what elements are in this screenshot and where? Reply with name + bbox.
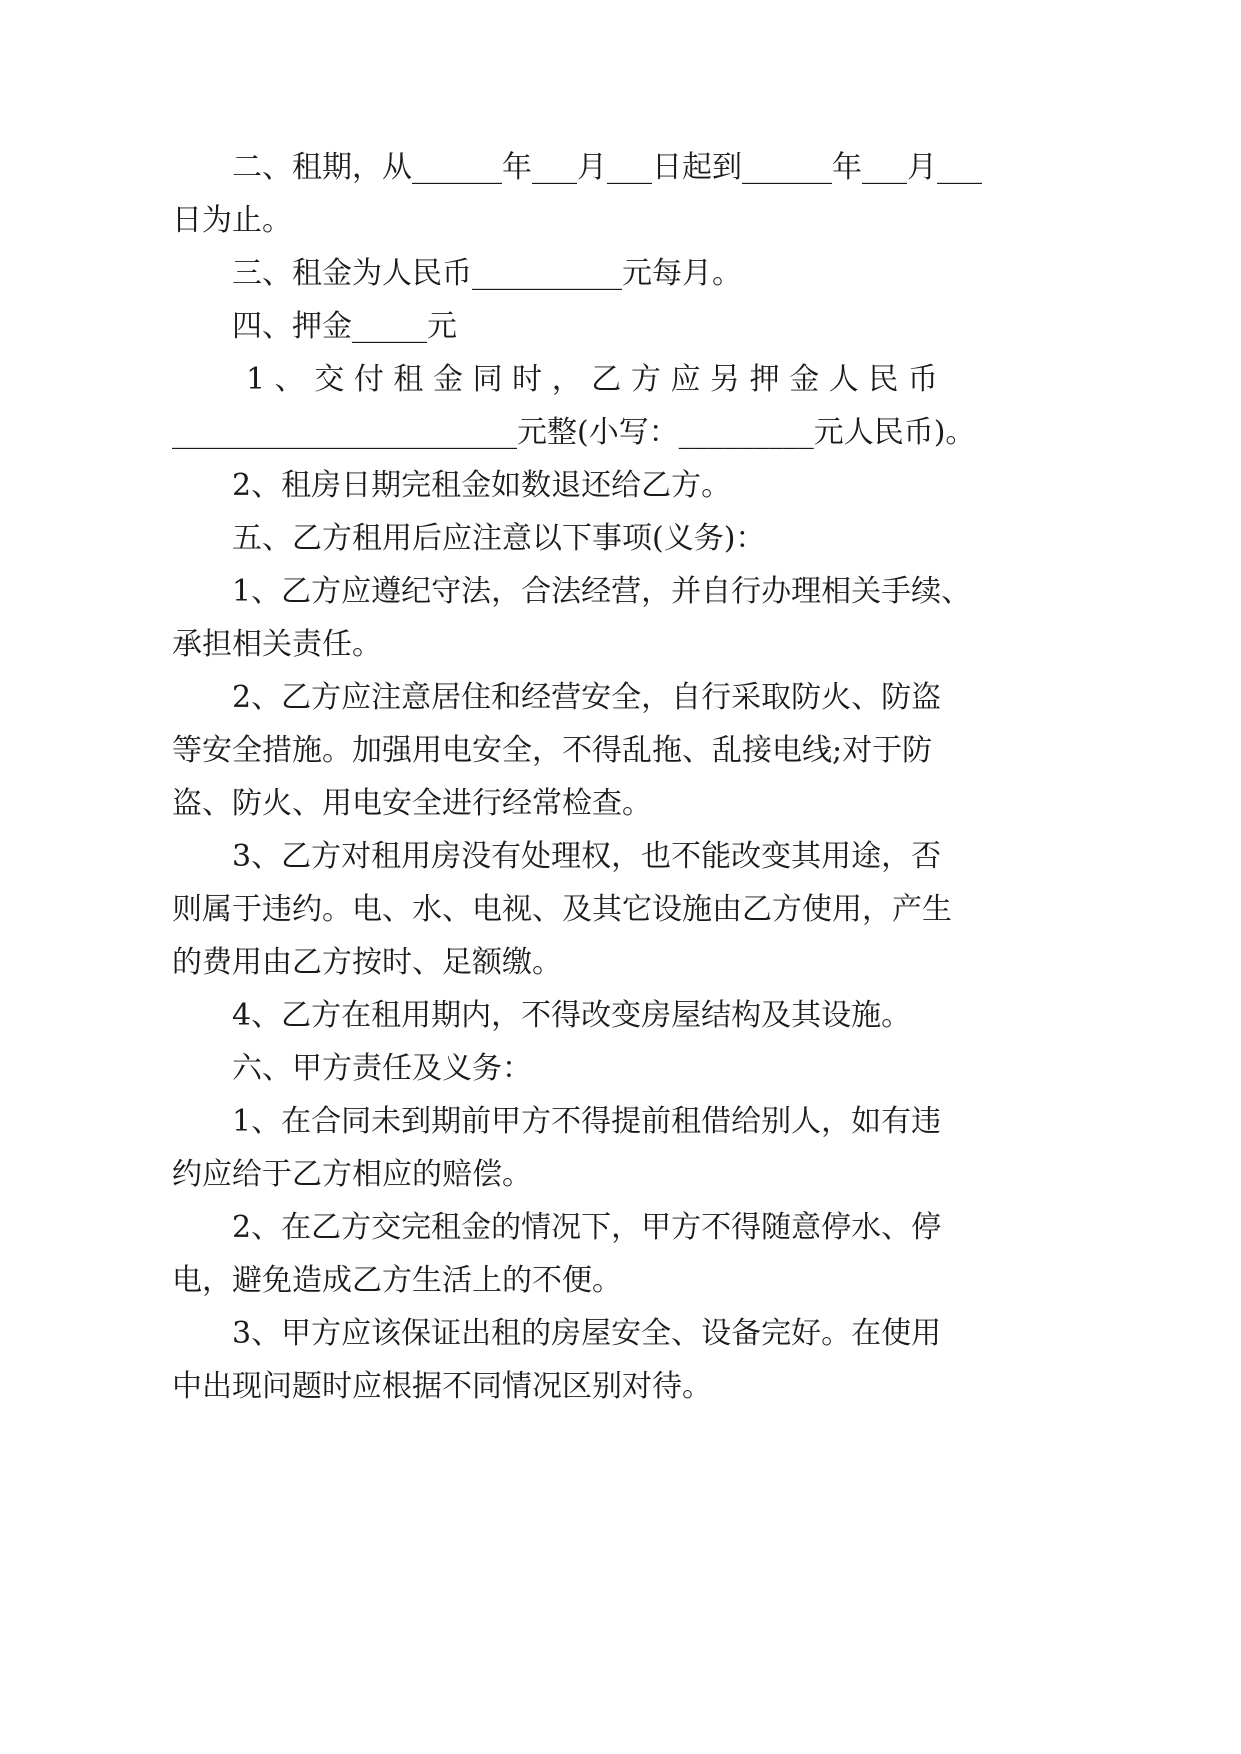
clause-5-item-2: 2、乙方应注意居住和经营安全，自行采取防火、防盗 xyxy=(232,680,942,715)
clause-4-item-1-amount: _______________________元整(小写：_________元人民币)。 xyxy=(172,415,976,450)
justified-char: 应 xyxy=(670,362,701,397)
justified-char: ， xyxy=(551,362,582,397)
justified-char: 乙 xyxy=(591,362,622,397)
clause-4-item-2: 2、租房日期完租金如数退还给乙方。 xyxy=(232,468,732,503)
justified-char: 押 xyxy=(749,362,780,397)
justified-char: 金 xyxy=(432,362,463,397)
clause-2-lease-term: 二、租期，从______年___月___日起到______年___月___ xyxy=(232,150,982,185)
justified-char: 1 xyxy=(246,362,266,397)
justified-char: 租 xyxy=(393,362,424,397)
clause-5-item-3-cont-1: 则属于违约。电、水、电视、及其它设施由乙方使用，产生 xyxy=(172,892,952,927)
clause-2-lease-term-end: 日为止。 xyxy=(172,203,292,238)
clause-6-item-1: 1、在合同未到期前甲方不得提前租借给别人，如有违 xyxy=(232,1104,942,1139)
clause-5-item-3-cont-2: 的费用由乙方按时、足额缴。 xyxy=(172,945,562,980)
clause-6-heading: 六、甲方责任及义务： xyxy=(232,1051,532,1086)
justified-char: 金 xyxy=(789,362,820,397)
clause-5-item-1: 1、乙方应遵纪守法，合法经营，并自行办理相关手续、 xyxy=(232,574,972,609)
clause-6-item-3: 3、甲方应该保证出租的房屋安全、设备完好。在使用 xyxy=(232,1316,942,1351)
clause-5-heading: 五、乙方租用后应注意以下事项(义务)： xyxy=(232,521,766,556)
justified-char: 民 xyxy=(868,362,899,397)
clause-6-item-3-cont: 中出现问题时应根据不同情况区别对待。 xyxy=(172,1369,712,1404)
clause-6-item-2: 2、在乙方交完租金的情况下，甲方不得随意停水、停 xyxy=(232,1210,942,1245)
clause-3-rent: 三、租金为人民币__________元每月。 xyxy=(232,256,742,291)
justified-char: 同 xyxy=(472,362,503,397)
clause-4-deposit: 四、押金_____元 xyxy=(232,309,457,344)
clause-4-item-1 xyxy=(246,360,938,400)
clause-5-item-4: 4、乙方在租用期内，不得改变房屋结构及其设施。 xyxy=(232,998,912,1033)
justified-char: 、 xyxy=(274,362,305,397)
justified-char: 方 xyxy=(630,362,661,397)
clause-5-item-2-cont-1: 等安全措施。加强用电安全，不得乱拖、乱接电线;对于防 xyxy=(172,733,933,768)
justified-char: 付 xyxy=(353,362,384,397)
clause-5-item-1-cont: 承担相关责任。 xyxy=(172,627,382,662)
justified-char: 另 xyxy=(710,362,741,397)
justified-char: 币 xyxy=(907,362,938,397)
justified-char: 时 xyxy=(512,362,543,397)
justified-char: 人 xyxy=(828,362,859,397)
clause-5-item-2-cont-2: 盗、防火、用电安全进行经常检查。 xyxy=(172,786,652,821)
clause-5-item-3: 3、乙方对租用房没有处理权，也不能改变其用途，否 xyxy=(232,839,942,874)
clause-6-item-1-cont: 约应给于乙方相应的赔偿。 xyxy=(172,1157,532,1192)
clause-6-item-2-cont: 电，避免造成乙方生活上的不便。 xyxy=(172,1263,622,1298)
justified-char: 交 xyxy=(314,362,345,397)
